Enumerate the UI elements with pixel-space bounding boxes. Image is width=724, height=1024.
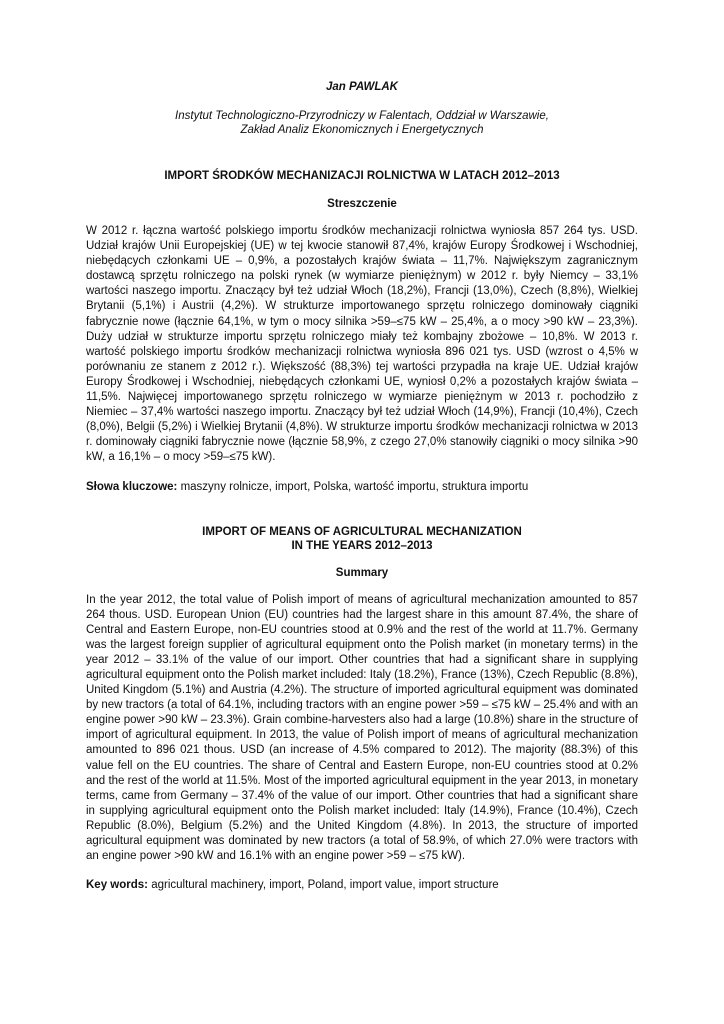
paper-page <box>86 80 638 923</box>
affiliation-line-2: Zakład Analiz Ekonomicznych i Energetycznych <box>240 124 484 136</box>
abstract-text-english: In the year 2012, the total value of Polish import of means of agricultural mechanization amounted to 857 264 thous. USD. European Union (EU) countries had the largest share in this amount 87.4%, the share of Central and Eastern Europe, non-EU countries stood at 0.9% and the rest of the world at 11.7%. Germany was the largest foreign supplier of agricultural equipment onto the Polish market (in monetary terms) in the year 2012 – 33.1% of the value of our import. Other countries that had a significant share in supplying agricultural equipment onto the Polish market included: Italy (18.2%), France (13%), Czech Republic (8.8%), United Kingdom (5.1%) and Austria (4.2%). The structure of imported agricultural equipment was dominated by new tractors (a total of 64.1%, including tractors with an engine power >59 – ≤75 kW – 25.4% and with an engine power >90 kW – 23.3%). Grain combine-harvesters also had a large (10.8%) share in the structure of import of agricultural equipment. In 2013, the value of Polish import of means of agricultural mechanization amounted to 896 021 thous. USD (an increase of 4.5% compared to 2012). The majority (88.3%) of this value fell on the EU countries. The share of Central and Eastern Europe, non-EU countries stood at 0.2% and the rest of the world at 11.5%. Most of the imported agricultural equipment in the year 2013, in monetary terms, came from Germany – 37.4% of the value of our import. Other countries that had a significant share in supplying agricultural equipment onto the Polish market included: Italy (14.9%), France (10.4%), Czech Republic (8.0%), Belgium (5.2%) and the United Kingdom (4.8%). In 2013, the structure of imported agricultural equipment was dominated by new tractors (a total of 58.9%, of which 27.0% were tractors with an engine power >90 kW and 16.1% with an engine power >59 – ≤75 kW). <box>86 593 638 863</box>
abstract-heading-polish: Streszczenie <box>327 198 397 210</box>
affiliation-line-1: Instytut Technologiczno-Przyrodniczy w Falentach, Oddział w Warszawie, <box>175 110 549 122</box>
keywords-polish <box>86 480 638 494</box>
paper-title-english-line-1: IMPORT OF MEANS OF AGRICULTURAL MECHANIZATION <box>202 525 522 538</box>
paper-title-english-line-2: IN THE YEARS 2012–2013 <box>291 539 433 552</box>
abstract-heading-english: Summary <box>335 566 389 579</box>
keywords-english <box>86 878 638 892</box>
paper-title-polish: IMPORT ŚRODKÓW MECHANIZACJI ROLNICTWA W LATACH 2012–2013 <box>164 170 560 182</box>
keywords-label-english: Key words: <box>86 879 148 892</box>
abstract-text-polish: W 2012 r. łączna wartość polskiego importu środków mechanizacji rolnictwa wyniosła 857 264 tys. USD. Udział krajów Unii Europejskiej (UE) w tej kwocie stanowił 87,4%, krajów Europy Środkowej i Wschodniej, niebędących członkami UE – 0,9%, a pozostałych krajów świata – 11,7%. Największym zagranicznym dostawcą sprzętu rolniczego na polski rynek (w wymiarze pieniężnym) w 2012 r. były Niemcy – 33,1% wartości naszego importu. Znaczący był też udział Włoch (18,2%), Francji (13,0%), Czech (8,8%), Wielkiej Brytanii (5,1%) i Austrii (4,2%). W strukturze importowanego sprzętu rolniczego dominowały ciągniki fabrycznie nowe (łącznie 64,1%, w tym o mocy silnika >59–≤75 kW – 25,4%, a o mocy >90 kW – 23,3%). Duży udział w strukturze importu sprzętu rolniczego miały też kombajny zbożowe – 10,8%. W 2013 r. wartość polskiego importu środków mechanizacji rolnictwa wyniosła 896 021 tys. USD (wzrost o 4,5% w porównaniu ze stanem z 2012 r.). Większość (88,3%) tej wartości przypadła na kraje UE. Udział krajów Europy Środkowej i Wschodniej, niebędących członkami UE, wyniosł 0,2% a pozostałych krajów świata – 11,5%. Najwięcej importowanego sprzętu rolniczego w wymiarze pieniężnym w 2013 r. pochodziło z Niemiec – 37,4% wartości naszego importu. Znaczący był też udział Włoch (14,9%), Francji (10,4%), Czech (8,0%), Belgii (5,2%) i Wielkiej Brytanii (4,8%). W strukturze importu środków mechanizacji rolnictwa w 2013 r. dominowały ciągniki fabrycznie nowe (łącznie 58,9%, z czego 27,0% stanowiły ciągniki o mocy silnika >90 kW, a 16,1% – o mocy >59–≤75 kW). <box>86 225 638 464</box>
paper-title-english <box>86 525 638 553</box>
keywords-list-polish: maszyny rolnicze, import, Polska, wartość importu, struktura importu <box>177 480 529 493</box>
keywords-label-polish: Słowa kluczowe: <box>86 480 178 493</box>
keywords-list-english: agricultural machinery, import, Poland, import value, import structure <box>148 879 499 892</box>
author-affiliation <box>86 109 638 137</box>
author-name: Jan PAWLAK <box>326 81 398 93</box>
